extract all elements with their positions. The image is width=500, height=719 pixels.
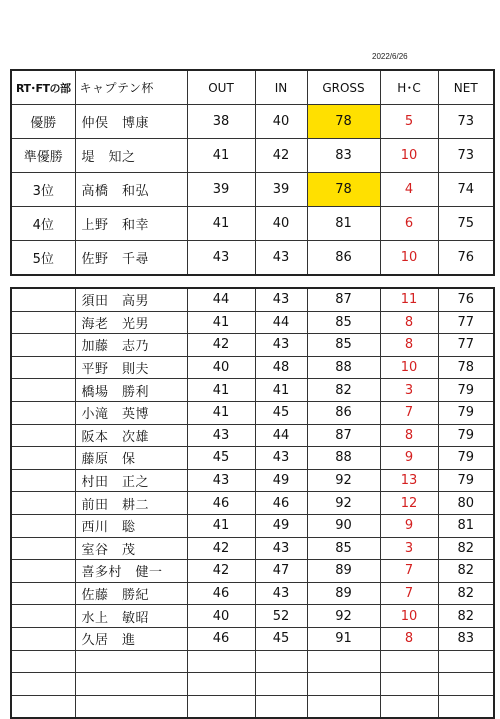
- table-row: [11, 207, 494, 241]
- out-cell: 40: [187, 605, 255, 628]
- header-row: [11, 70, 494, 105]
- gross-cell: 91: [307, 627, 380, 650]
- hc-cell: 11: [380, 288, 438, 311]
- in-cell: 49: [255, 469, 307, 492]
- in-cell: 48: [255, 356, 307, 379]
- in-cell: 40: [255, 207, 307, 241]
- rank-cell: 準優勝: [11, 139, 75, 173]
- hc-cell: 12: [380, 492, 438, 515]
- hc-cell: 10: [380, 139, 438, 173]
- rank-cell: 4位: [11, 207, 75, 241]
- rank-cell: [11, 627, 75, 650]
- name-cell: 橋場 勝利: [75, 379, 187, 402]
- out-cell: 41: [187, 207, 255, 241]
- rank-cell: [11, 469, 75, 492]
- name-cell: 小滝 英博: [75, 401, 187, 424]
- out-cell: 40: [187, 356, 255, 379]
- out-cell: 41: [187, 379, 255, 402]
- gross-cell: 85: [307, 311, 380, 334]
- hc-cell: 3: [380, 537, 438, 560]
- rank-cell: [11, 424, 75, 447]
- hc-cell: 7: [380, 401, 438, 424]
- in-cell: 43: [255, 447, 307, 470]
- net-cell: 79: [438, 469, 494, 492]
- name-cell: [75, 650, 187, 673]
- hc-cell: 8: [380, 311, 438, 334]
- net-cell: 77: [438, 334, 494, 357]
- hc-cell: 10: [380, 241, 438, 276]
- in-cell: [255, 673, 307, 696]
- name-cell: [75, 673, 187, 696]
- table-row: [11, 582, 494, 605]
- name-cell: 加藤 志乃: [75, 334, 187, 357]
- rank-cell: [11, 334, 75, 357]
- rank-cell: 3位: [11, 173, 75, 207]
- rank-cell: [11, 492, 75, 515]
- net-cell: 83: [438, 627, 494, 650]
- net-cell: 79: [438, 379, 494, 402]
- out-cell: 46: [187, 492, 255, 515]
- gross-cell: 88: [307, 447, 380, 470]
- rank-cell: 5位: [11, 241, 75, 276]
- hc-cell: 4: [380, 173, 438, 207]
- net-cell: 76: [438, 241, 494, 276]
- gross-cell: 83: [307, 139, 380, 173]
- hc-cell: 3: [380, 379, 438, 402]
- table-row: [11, 650, 494, 673]
- out-cell: 46: [187, 627, 255, 650]
- net-cell: 82: [438, 537, 494, 560]
- rank-cell: [11, 673, 75, 696]
- table-row: [11, 673, 494, 696]
- out-cell: 43: [187, 469, 255, 492]
- hc-cell: 7: [380, 582, 438, 605]
- in-cell: 43: [255, 582, 307, 605]
- name-cell: 喜多村 健一: [75, 560, 187, 583]
- gross-cell: 92: [307, 469, 380, 492]
- in-cell: 47: [255, 560, 307, 583]
- in-cell: 44: [255, 424, 307, 447]
- out-cell: 41: [187, 514, 255, 537]
- net-header: NET: [438, 70, 494, 105]
- in-cell: 40: [255, 105, 307, 139]
- name-cell: 堤 知之: [75, 139, 187, 173]
- net-cell: 75: [438, 207, 494, 241]
- net-cell: 78: [438, 356, 494, 379]
- out-cell: 42: [187, 334, 255, 357]
- table-row: [11, 311, 494, 334]
- in-cell: 42: [255, 139, 307, 173]
- name-cell: 平野 則夫: [75, 356, 187, 379]
- table-row: [11, 560, 494, 583]
- out-cell: 42: [187, 560, 255, 583]
- gross-cell: 81: [307, 207, 380, 241]
- net-cell: [438, 673, 494, 696]
- gross-cell: [307, 650, 380, 673]
- name-cell: 須田 高男: [75, 288, 187, 311]
- gross-cell: 92: [307, 492, 380, 515]
- cup-header: キャプテン杯: [75, 70, 187, 105]
- in-cell: 39: [255, 173, 307, 207]
- in-cell: 43: [255, 241, 307, 276]
- table-row: [11, 469, 494, 492]
- name-cell: 久居 進: [75, 627, 187, 650]
- net-cell: 82: [438, 582, 494, 605]
- hc-cell: 10: [380, 605, 438, 628]
- table-row: [11, 424, 494, 447]
- hc-cell: 6: [380, 207, 438, 241]
- in-header: IN: [255, 70, 307, 105]
- net-cell: 77: [438, 311, 494, 334]
- gross-header: GROSS: [307, 70, 380, 105]
- name-cell: 海老 光男: [75, 311, 187, 334]
- table-row: [11, 288, 494, 311]
- out-cell: 45: [187, 447, 255, 470]
- out-cell: 38: [187, 105, 255, 139]
- gross-cell: 78: [307, 105, 380, 139]
- table-row: [11, 105, 494, 139]
- name-cell: 佐藤 勝紀: [75, 582, 187, 605]
- name-cell: 水上 敏昭: [75, 605, 187, 628]
- table-row: [11, 537, 494, 560]
- in-cell: 43: [255, 288, 307, 311]
- out-cell: 46: [187, 582, 255, 605]
- hc-cell: 10: [380, 356, 438, 379]
- net-cell: 79: [438, 447, 494, 470]
- table-row: [11, 492, 494, 515]
- hc-cell: 7: [380, 560, 438, 583]
- net-cell: 82: [438, 560, 494, 583]
- name-cell: 阪本 次雄: [75, 424, 187, 447]
- others-table: [10, 287, 495, 719]
- rank-cell: [11, 447, 75, 470]
- name-cell: 仲俣 博康: [75, 105, 187, 139]
- gross-cell: 89: [307, 582, 380, 605]
- rank-cell: [11, 582, 75, 605]
- gross-cell: 90: [307, 514, 380, 537]
- name-cell: 西川 聡: [75, 514, 187, 537]
- winners-table: [10, 69, 495, 276]
- in-cell: 43: [255, 334, 307, 357]
- hc-cell: 13: [380, 469, 438, 492]
- gross-cell: 86: [307, 401, 380, 424]
- division-header: RT･FTの部: [11, 70, 75, 105]
- gross-cell: 86: [307, 241, 380, 276]
- table-row: [11, 139, 494, 173]
- gross-cell: 92: [307, 605, 380, 628]
- rank-cell: 優勝: [11, 105, 75, 139]
- net-cell: 79: [438, 401, 494, 424]
- rank-cell: [11, 288, 75, 311]
- net-cell: 80: [438, 492, 494, 515]
- gross-cell: 89: [307, 560, 380, 583]
- table-row: [11, 241, 494, 276]
- out-cell: [187, 650, 255, 673]
- net-cell: 81: [438, 514, 494, 537]
- date-label: 2022/6/26: [372, 52, 408, 61]
- hc-cell: 9: [380, 514, 438, 537]
- gross-cell: 85: [307, 334, 380, 357]
- table-row: [11, 173, 494, 207]
- out-cell: 43: [187, 241, 255, 276]
- table-row: [11, 514, 494, 537]
- net-cell: 74: [438, 173, 494, 207]
- gross-cell: 82: [307, 379, 380, 402]
- rank-cell: [11, 605, 75, 628]
- rank-cell: [11, 650, 75, 673]
- net-cell: 82: [438, 605, 494, 628]
- hc-cell: 5: [380, 105, 438, 139]
- name-cell: 佐野 千尋: [75, 241, 187, 276]
- name-cell: 上野 和幸: [75, 207, 187, 241]
- gross-cell: 78: [307, 173, 380, 207]
- in-cell: 41: [255, 379, 307, 402]
- gross-cell: 85: [307, 537, 380, 560]
- rank-cell: [11, 401, 75, 424]
- net-cell: 73: [438, 105, 494, 139]
- table-row: [11, 356, 494, 379]
- out-cell: 42: [187, 537, 255, 560]
- out-cell: 39: [187, 173, 255, 207]
- hc-header: H･C: [380, 70, 438, 105]
- name-cell: 藤原 保: [75, 447, 187, 470]
- table-row: [11, 379, 494, 402]
- out-header: OUT: [187, 70, 255, 105]
- net-cell: 76: [438, 288, 494, 311]
- net-cell: 79: [438, 424, 494, 447]
- name-cell: 村田 正之: [75, 469, 187, 492]
- name-cell: 高橋 和弘: [75, 173, 187, 207]
- hc-cell: 8: [380, 334, 438, 357]
- in-cell: 45: [255, 627, 307, 650]
- table-row: [11, 334, 494, 357]
- hc-cell: 8: [380, 424, 438, 447]
- hc-cell: [380, 650, 438, 673]
- rank-cell: [11, 356, 75, 379]
- out-cell: [187, 673, 255, 696]
- gross-cell: 88: [307, 356, 380, 379]
- hc-cell: 8: [380, 627, 438, 650]
- in-cell: 49: [255, 514, 307, 537]
- out-cell: 43: [187, 424, 255, 447]
- net-cell: 73: [438, 139, 494, 173]
- hc-cell: [380, 673, 438, 696]
- gross-cell: [307, 673, 380, 696]
- in-cell: 43: [255, 537, 307, 560]
- gross-cell: 87: [307, 424, 380, 447]
- in-cell: [255, 650, 307, 673]
- out-cell: 41: [187, 401, 255, 424]
- table-row: [11, 401, 494, 424]
- gross-cell: 87: [307, 288, 380, 311]
- out-cell: 41: [187, 311, 255, 334]
- name-cell: 室谷 茂: [75, 537, 187, 560]
- in-cell: 52: [255, 605, 307, 628]
- rank-cell: [11, 379, 75, 402]
- in-cell: 45: [255, 401, 307, 424]
- rank-cell: [11, 560, 75, 583]
- out-cell: 41: [187, 139, 255, 173]
- out-cell: 44: [187, 288, 255, 311]
- net-cell: [438, 650, 494, 673]
- rank-cell: [11, 514, 75, 537]
- table-row: [11, 627, 494, 650]
- rank-cell: [11, 537, 75, 560]
- rank-cell: [11, 311, 75, 334]
- name-cell: 前田 耕二: [75, 492, 187, 515]
- in-cell: 44: [255, 311, 307, 334]
- hc-cell: 9: [380, 447, 438, 470]
- table-row: [11, 605, 494, 628]
- table-row: [11, 447, 494, 470]
- in-cell: 46: [255, 492, 307, 515]
